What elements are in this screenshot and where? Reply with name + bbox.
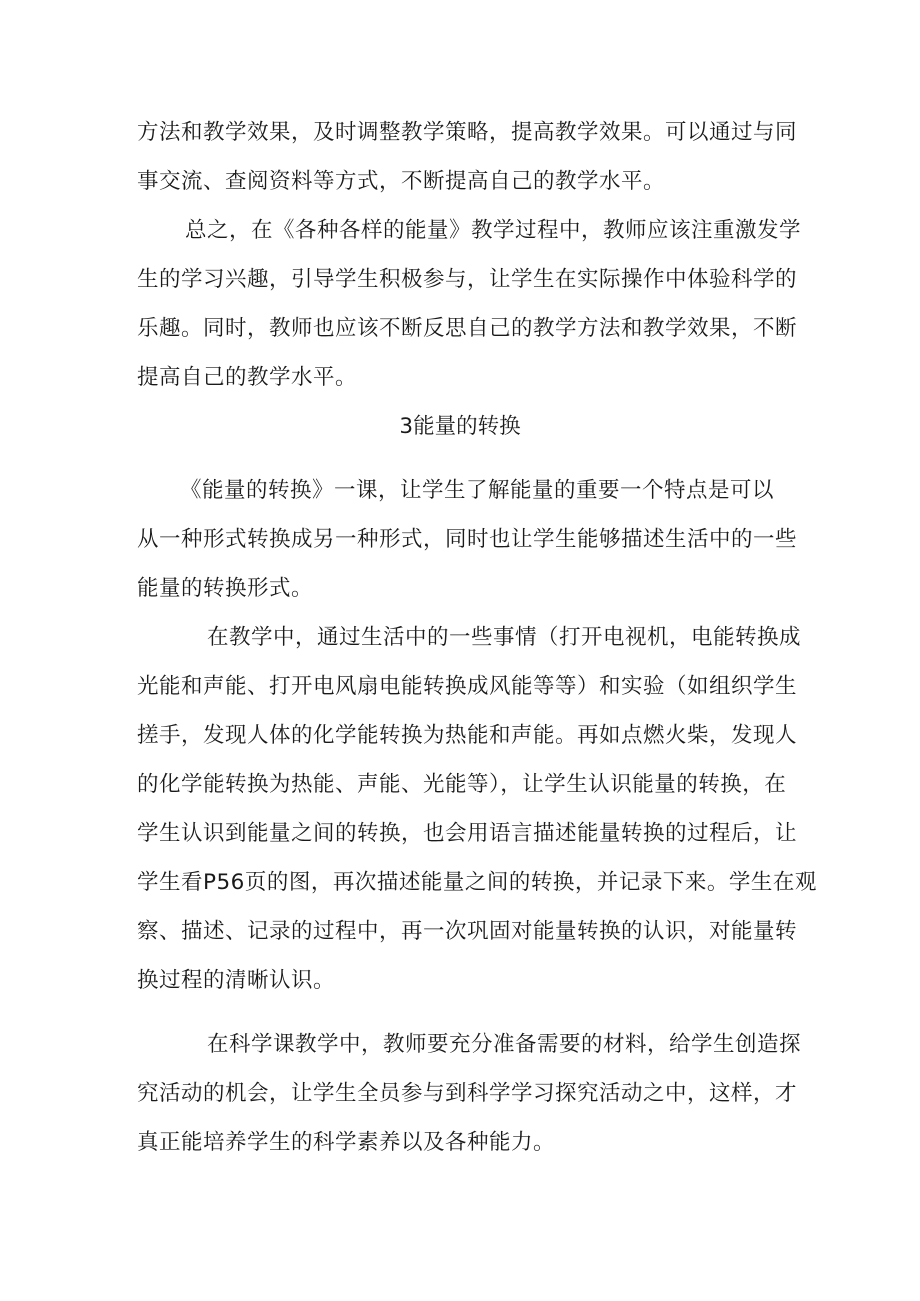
paragraph-line: 提高自己的教学水平。 bbox=[137, 365, 358, 390]
paragraph-line: 在教学中，通过生活中的一些事情（打开电视机，电能转换成 bbox=[207, 625, 802, 650]
paragraph-line: 察、描述、记录的过程中，再一次巩固对能量转换的认识，对能量转 bbox=[137, 919, 798, 944]
section-title: 3能量的转换 bbox=[399, 414, 521, 439]
paragraph-line: 搓手，发现人体的化学能转换为热能和声能。再如点燃火柴，发现人 bbox=[137, 723, 798, 748]
paragraph-line: 总之，在《各种各样的能量》教学过程中，教师应该注重激发学 bbox=[185, 218, 802, 243]
paragraph-line: 学生看P56页的图，再次描述能量之间的转换，并记录下来。学生在观 bbox=[137, 870, 817, 895]
paragraph-line: 究活动的机会，让学生全员参与到科学学习探究活动之中，这样，才 bbox=[137, 1081, 798, 1106]
paragraph-line: 《能量的转换》一课，让学生了解能量的重要一个特点是可以 bbox=[180, 478, 775, 503]
paragraph-line: 乐趣。同时，教师也应该不断反思自己的教学方法和教学效果，不断 bbox=[137, 316, 798, 341]
paragraph-line: 真正能培养学生的科学素养以及各种能力。 bbox=[137, 1130, 556, 1155]
paragraph-line: 的化学能转换为热能、声能、光能等），让学生认识能量的转换，在 bbox=[137, 772, 787, 797]
paragraph-line: 事交流、查阅资料等方式，不断提高自己的教学水平。 bbox=[137, 169, 666, 194]
paragraph-line: 生的学习兴趣，引导学生积极参与，让学生在实际操作中体验科学的 bbox=[137, 267, 798, 292]
paragraph-line: 方法和教学效果，及时调整教学策略，提高教学效果。可以通过与同 bbox=[137, 120, 798, 145]
paragraph-line: 从一种形式转换成另一种形式，同时也让学生能够描述生活中的一些 bbox=[137, 527, 798, 552]
paragraph-line: 光能和声能、打开电风扇电能转换成风能等等）和实验（如组织学生 bbox=[137, 674, 798, 699]
paragraph-line: 在科学课教学中，教师要充分准备需要的材料，给学生创造探 bbox=[207, 1032, 802, 1057]
paragraph-line: 换过程的清晰认识。 bbox=[137, 968, 336, 993]
paragraph-line: 学生认识到能量之间的转换，也会用语言描述能量转换的过程后，让 bbox=[137, 821, 798, 846]
paragraph-line: 能量的转换形式。 bbox=[137, 576, 314, 601]
